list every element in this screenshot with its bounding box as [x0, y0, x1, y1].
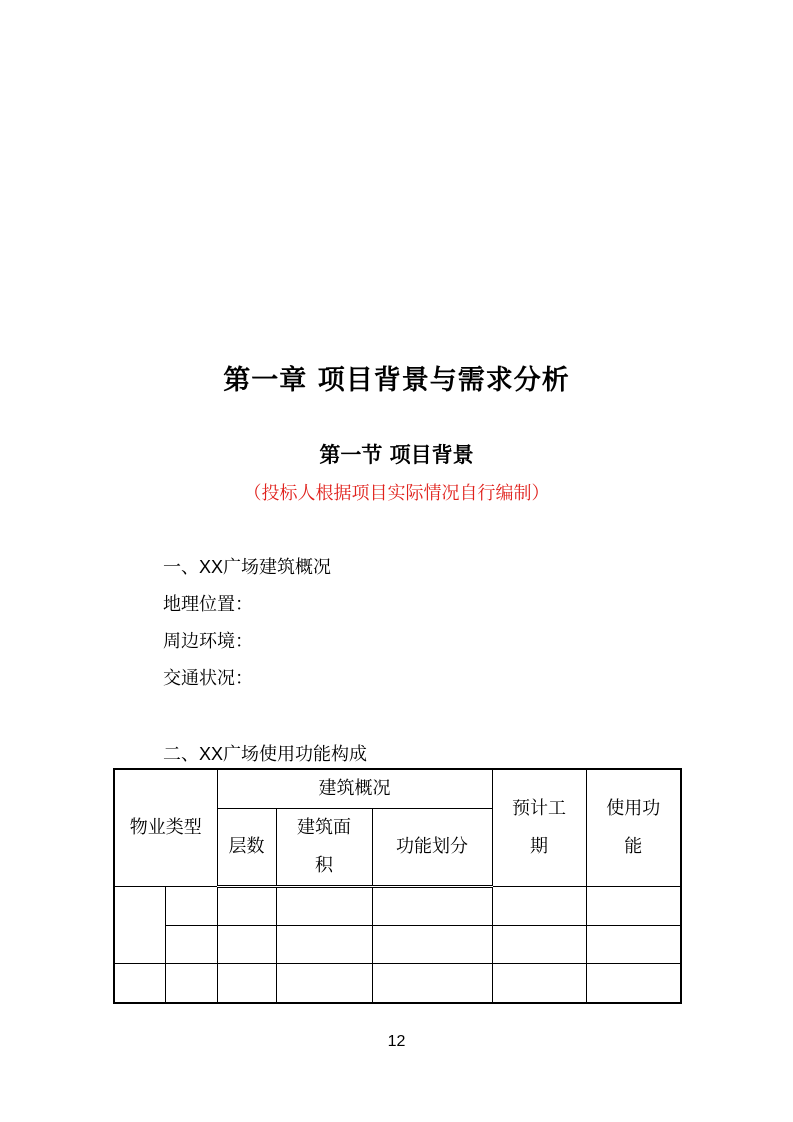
geo-location-label: 地理位置： — [163, 594, 253, 615]
table-cell[interactable] — [492, 964, 586, 1003]
floors-header: 层数 — [217, 809, 276, 887]
area-header-line2: 积 — [315, 855, 333, 876]
table-cell[interactable] — [114, 887, 165, 964]
composition-heading-latin: XX — [199, 744, 224, 764]
schedule-header-line2: 期 — [530, 836, 549, 857]
composition-heading-suffix: 广场使用功能构成 — [223, 744, 368, 765]
traffic-label: 交通状况： — [163, 668, 253, 689]
table-cell[interactable] — [165, 887, 217, 926]
table-cell[interactable] — [276, 887, 372, 926]
usage-header-line1: 使用功 — [606, 798, 661, 819]
building-overview-header: 建筑概况 — [217, 769, 492, 809]
schedule-header — [492, 769, 586, 887]
table-cell[interactable] — [114, 964, 165, 1003]
schedule-header-line1: 预计工 — [512, 798, 567, 819]
table-row — [114, 926, 681, 964]
chapter-title: 第一章 项目背景与需求分析 — [223, 365, 570, 396]
table-row — [114, 887, 681, 926]
table-cell[interactable] — [586, 964, 681, 1003]
page-number: 12 — [387, 1033, 406, 1050]
table-cell[interactable] — [217, 887, 276, 926]
function-division-header: 功能划分 — [372, 809, 492, 887]
table-cell[interactable] — [372, 887, 492, 926]
section-note: （投标人根据项目实际情况自行编制） — [243, 483, 550, 504]
table-cell[interactable] — [276, 926, 372, 964]
area-header — [276, 809, 372, 887]
overview-heading-suffix: 广场建筑概况 — [223, 557, 332, 578]
surroundings-label: 周边环境： — [163, 631, 253, 652]
table-cell[interactable] — [492, 887, 586, 926]
composition-heading — [163, 742, 367, 767]
table-cell[interactable] — [372, 926, 492, 964]
table-cell[interactable] — [276, 964, 372, 1003]
overview-heading-latin: XX — [199, 557, 224, 577]
section-title: 第一节 项目背景 — [319, 443, 474, 467]
table-cell[interactable] — [492, 926, 586, 964]
usage-header — [586, 769, 681, 887]
overview-heading — [163, 555, 331, 580]
area-header-line1: 建筑面 — [297, 817, 351, 838]
property-table — [113, 768, 682, 1004]
table-cell[interactable] — [372, 964, 492, 1003]
table-cell[interactable] — [586, 887, 681, 926]
table-cell[interactable] — [217, 926, 276, 964]
property-type-header: 物业类型 — [114, 769, 217, 887]
table-cell[interactable] — [165, 926, 217, 964]
table-header-row — [114, 769, 681, 809]
table-row — [114, 964, 681, 1003]
table-cell[interactable] — [217, 964, 276, 1003]
table-cell[interactable] — [165, 964, 217, 1003]
table-cell[interactable] — [586, 926, 681, 964]
composition-heading-prefix: 二、 — [163, 744, 199, 765]
usage-header-line2: 能 — [624, 836, 643, 857]
overview-heading-prefix: 一、 — [163, 557, 199, 578]
